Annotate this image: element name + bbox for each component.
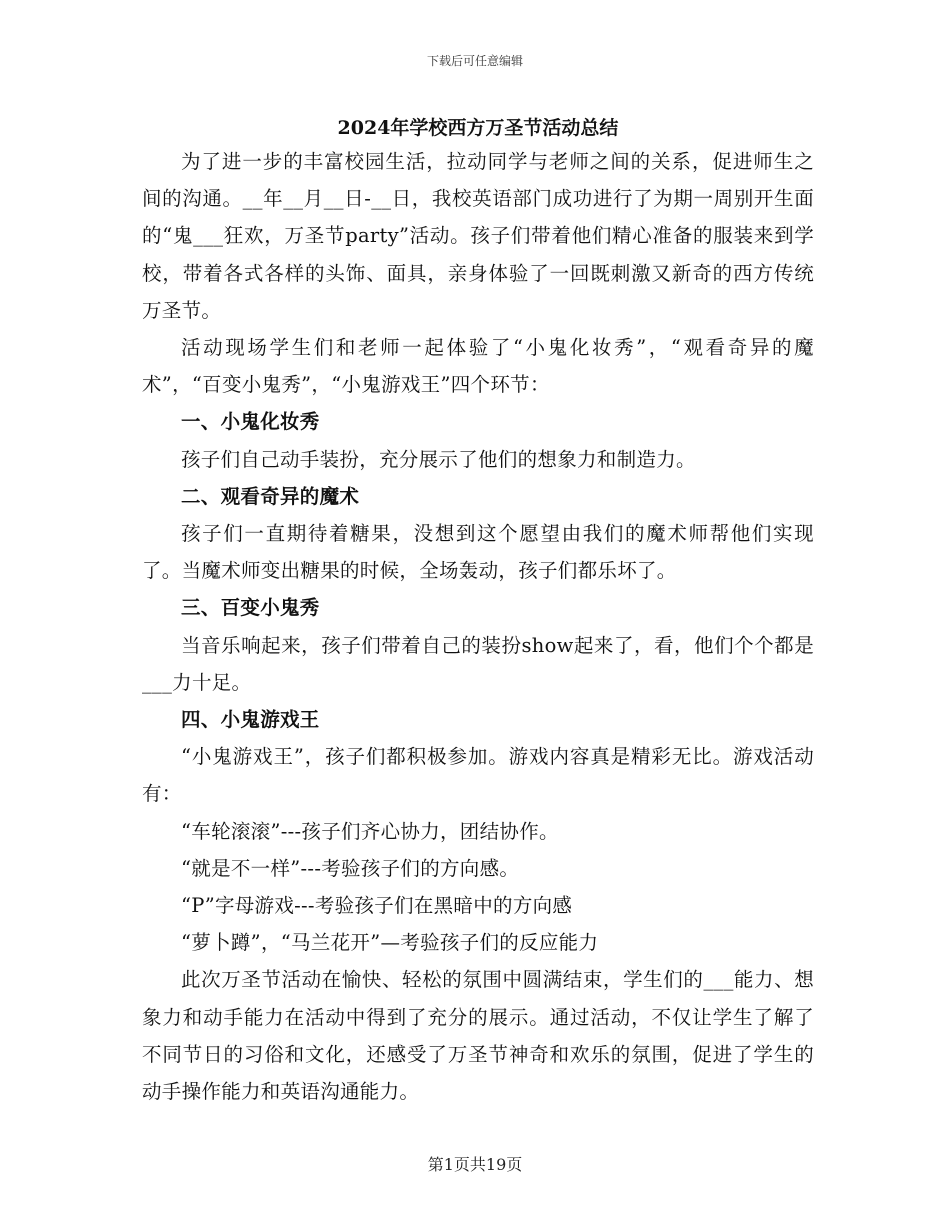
magic-show-paragraph: 孩子们一直期待着糖果，没想到这个愿望由我们的魔术师帮他们实现了。当魔术师变出糖果的时候，全场轰动，孩子们都乐坏了。 (142, 522, 814, 583)
page-number-footer: 第1页共19页 (427, 1155, 523, 1174)
game-list-item: “车轮滚滚”---孩子们齐心协力，团结协作。 (181, 819, 559, 843)
section-heading-costume-show: 三、百变小鬼秀 (181, 596, 320, 620)
section-heading-makeup-show: 一、小鬼化妆秀 (181, 410, 320, 434)
game-king-paragraph: “小鬼游戏王”，孩子们都积极参加。游戏内容真是精彩无比。游戏活动有： (142, 745, 814, 806)
makeup-show-paragraph: 孩子们自己动手装扮，充分展示了他们的想象力和制造力。 (181, 447, 696, 471)
document-title: 2024年学校西方万圣节活动总结 (337, 117, 619, 139)
page-header-note: 下载后可任意编辑 (426, 54, 523, 68)
game-list-item: “就是不一样”---考验孩子们的方向感。 (181, 856, 520, 880)
intro-paragraph: 为了进一步的丰富校园生活，拉动同学与老师之间的关系，促进师生之间的沟通。__年__月__日-__日，我校英语部门成功进行了为期一周别开生面的“鬼___狂欢，万圣节party”活动。孩子们带着他们精心准备的服装来到学校，带着各式各样的头饰、面具，亲身体验了一回既刺激又新奇的西方传统万圣节。 (142, 150, 814, 322)
section-heading-magic-show: 二、观看奇异的魔术 (181, 484, 360, 508)
activities-overview-paragraph: 活动现场学生们和老师一起体验了“小鬼化妆秀”，“观看奇异的魔术”，“百变小鬼秀”，“小鬼游戏王”四个环节： (142, 336, 814, 397)
document-body (142, 113, 814, 1110)
game-list-item: “萝卜蹲”，“马兰花开”—考验孩子们的反应能力 (181, 931, 599, 955)
game-list-item: “P”字母游戏---考验孩子们在黑暗中的方向感 (181, 894, 573, 918)
conclusion-paragraph: 此次万圣节活动在愉快、轻松的氛围中圆满结束，学生们的___能力、想象力和动手能力在活动中得到了充分的展示。通过活动，不仅让学生了解了不同节日的习俗和文化，还感受了万圣节神奇和欢乐的氛围，促进了学生的动手操作能力和英语沟通能力。 (142, 968, 814, 1104)
costume-show-paragraph: 当音乐响起来，孩子们带着自己的装扮show起来了，看，他们个个都是___力十足。 (142, 633, 814, 694)
section-heading-game-king: 四、小鬼游戏王 (181, 708, 320, 732)
